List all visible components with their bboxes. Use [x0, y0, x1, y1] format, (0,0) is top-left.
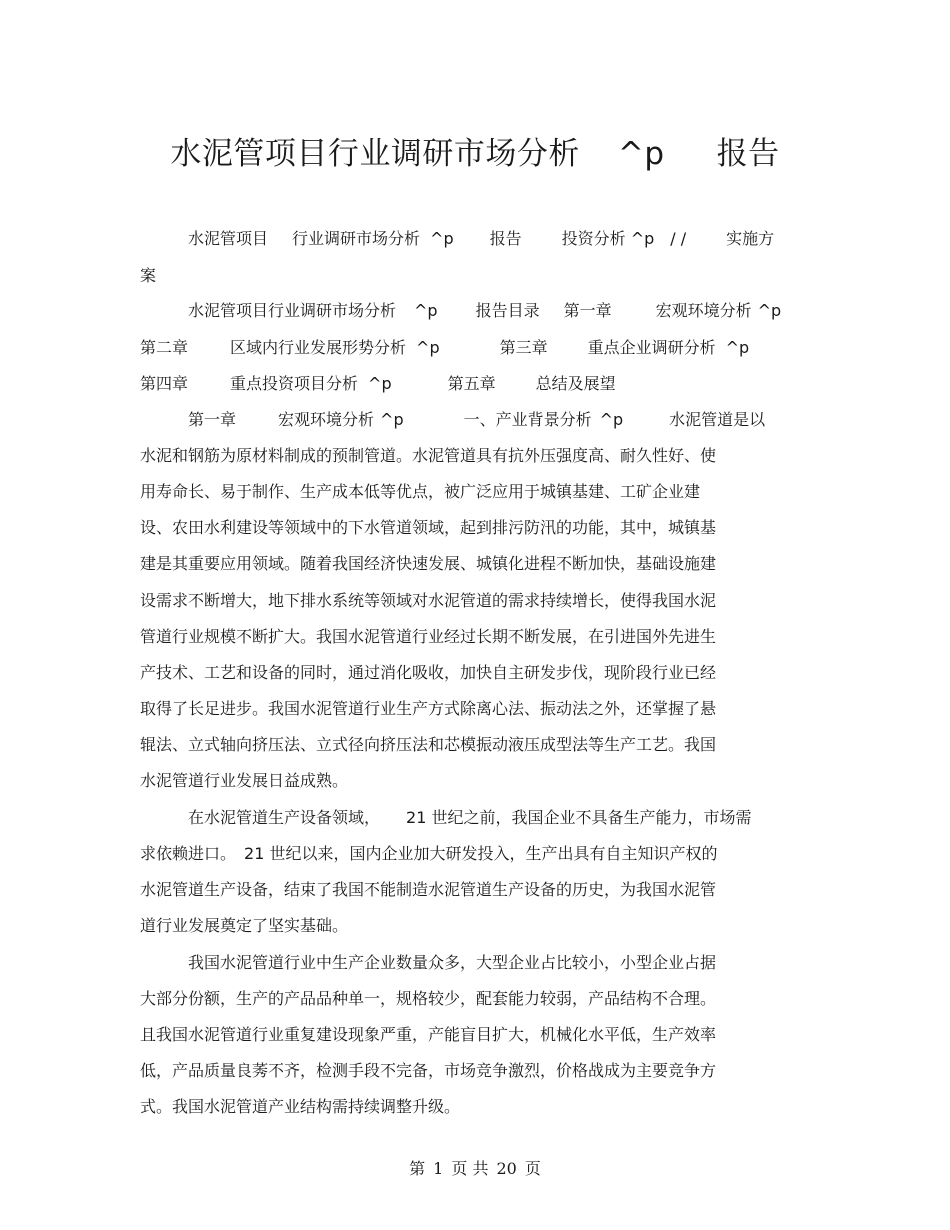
text-segment: 第五章 [447, 374, 496, 393]
text-line [140, 481, 700, 503]
text-segment: / / [670, 229, 687, 248]
text-line [140, 590, 716, 612]
text-line [140, 1024, 716, 1046]
footer-prefix: 第 [409, 1159, 426, 1178]
text-line [188, 300, 781, 322]
text-segment: 宏观环境分析 [278, 410, 375, 429]
text-segment: 辊法、立式轴向挤压法、立式径向挤压法和芯模振动液压成型法等生产工艺。我国 [140, 735, 717, 754]
text-line [140, 988, 716, 1010]
title-suffix: 报告 [716, 136, 780, 172]
text-line [140, 337, 749, 359]
text-segment: 大部分份额，生产的产品品种单一，规格较少，配套能力较弱，产品结构不合理。 [140, 989, 717, 1008]
text-segment: 在水泥管道生产设备领域， [188, 808, 381, 827]
text-segment: 水泥管项目 [188, 229, 269, 248]
text-segment: ^p [725, 338, 750, 357]
text-segment: 且我国水泥管道行业重复建设现象严重，产能盲目扩大，机械化水平低，生产效率 [140, 1025, 717, 1044]
text-segment: 第四章 [140, 374, 189, 393]
text-line [140, 698, 716, 720]
text-segment: ^p [414, 301, 438, 320]
text-segment: 求依赖进口。 [140, 844, 237, 863]
text-segment: 总结及展望 [535, 374, 616, 393]
text-segment: 21 世纪之前，我国企业不具备生产能力，市场需 [406, 808, 752, 827]
text-line [140, 1060, 716, 1082]
text-segment: ^p [599, 410, 624, 429]
text-segment: 水泥管道是以 [669, 410, 766, 429]
text-line [140, 734, 716, 756]
text-segment: 一、产业背景分析 [463, 410, 592, 429]
text-segment: 设、农田水利建设等领域中的下水管道领域，起到排污防汛的功能，其中，城镇基 [140, 518, 717, 537]
text-segment: 21 世纪以来，国内企业加大研发投入，生产出具有自主知识产权的 [244, 844, 718, 863]
text-segment: 报告目录 [475, 301, 540, 320]
text-line [140, 553, 716, 575]
text-segment: 建是其重要应用领域。随着我国经济快速发展、城镇化进程不断加快，基础设施建 [140, 554, 717, 573]
text-line [188, 807, 751, 829]
text-line [140, 843, 717, 865]
text-line [140, 770, 348, 792]
text-line [188, 228, 774, 250]
text-segment: 管道行业规模不断扩大。我国水泥管道行业经过长期不断发展，在引进国外先进生 [140, 627, 717, 646]
text-segment: 第三章 [499, 338, 548, 357]
footer-page-number: 1 [433, 1159, 444, 1178]
text-segment: 低，产品质量良莠不齐，检测手段不完备，市场竞争激烈，价格战成为主要竞争方 [140, 1061, 717, 1080]
text-line [140, 662, 716, 684]
text-segment: 水泥和钢筋为原材料制成的预制管道。水泥管道具有抗外压强度高、耐久性好、使 [140, 446, 717, 465]
text-line [140, 1096, 460, 1118]
text-segment: ^p [430, 229, 454, 248]
text-segment: 案 [140, 266, 157, 285]
text-segment: 报告 [489, 229, 522, 248]
text-segment: 重点投资项目分析 [230, 374, 359, 393]
document-title [0, 128, 950, 173]
footer-mid: 页 共 [451, 1159, 489, 1178]
text-segment: 宏观环境分析 [655, 301, 752, 320]
text-segment: 水泥管项目行业调研市场分析 [188, 301, 397, 320]
text-line [188, 409, 765, 431]
text-segment: 水泥管道行业发展日益成熟。 [140, 771, 349, 790]
title-main: 水泥管项目行业调研市场分析 [170, 136, 580, 172]
text-segment: 重点企业调研分析 [587, 338, 716, 357]
text-segment: 用寿命长、易于制作、生产成本低等优点，被广泛应用于城镇基建、工矿企业建 [140, 482, 701, 501]
text-line [140, 915, 348, 937]
text-segment: 式。我国水泥管道产业结构需持续调整升级。 [140, 1097, 461, 1116]
text-segment: 取得了长足进步。我国水泥管道行业生产方式除离心法、振动法之外，还掌握了悬 [140, 699, 717, 718]
text-line [140, 445, 716, 467]
text-segment: 行业调研市场分析 [292, 229, 421, 248]
text-segment: 第一章 [563, 301, 612, 320]
text-segment: 设需求不断增大，地下排水系统等领域对水泥管道的需求持续增长，使得我国水泥 [140, 591, 717, 610]
text-line [140, 373, 616, 395]
text-segment: 区域内行业发展形势分析 [230, 338, 407, 357]
text-segment: ^p [757, 301, 782, 320]
text-line [140, 265, 156, 287]
text-segment: 道行业发展奠定了坚实基础。 [140, 916, 349, 935]
text-segment: 水泥管道生产设备，结束了我国不能制造水泥管道生产设备的历史，为我国水泥管 [140, 880, 717, 899]
footer-suffix: 页 [524, 1159, 541, 1178]
text-line [140, 626, 716, 648]
text-segment: 第二章 [140, 338, 189, 357]
text-segment: 我国水泥管道行业中生产企业数量众多，大型企业占比较小，小型企业占据 [188, 953, 717, 972]
text-line [188, 952, 716, 974]
page-footer [0, 1156, 950, 1179]
text-line [140, 879, 716, 901]
text-segment: 投资分析 ^p [561, 229, 655, 248]
text-segment: 产技术、工艺和设备的同时，通过消化吸收，加快自主研发步伐，现阶段行业已经 [140, 663, 717, 682]
footer-total-pages: 20 [496, 1159, 517, 1178]
text-segment: 实施方 [726, 229, 775, 248]
text-segment: 第一章 [188, 410, 237, 429]
text-segment: ^p [380, 410, 404, 429]
text-segment: ^p [416, 338, 440, 357]
text-segment: ^p [368, 374, 392, 393]
title-marker: ^p [617, 136, 665, 172]
text-line [140, 517, 716, 539]
